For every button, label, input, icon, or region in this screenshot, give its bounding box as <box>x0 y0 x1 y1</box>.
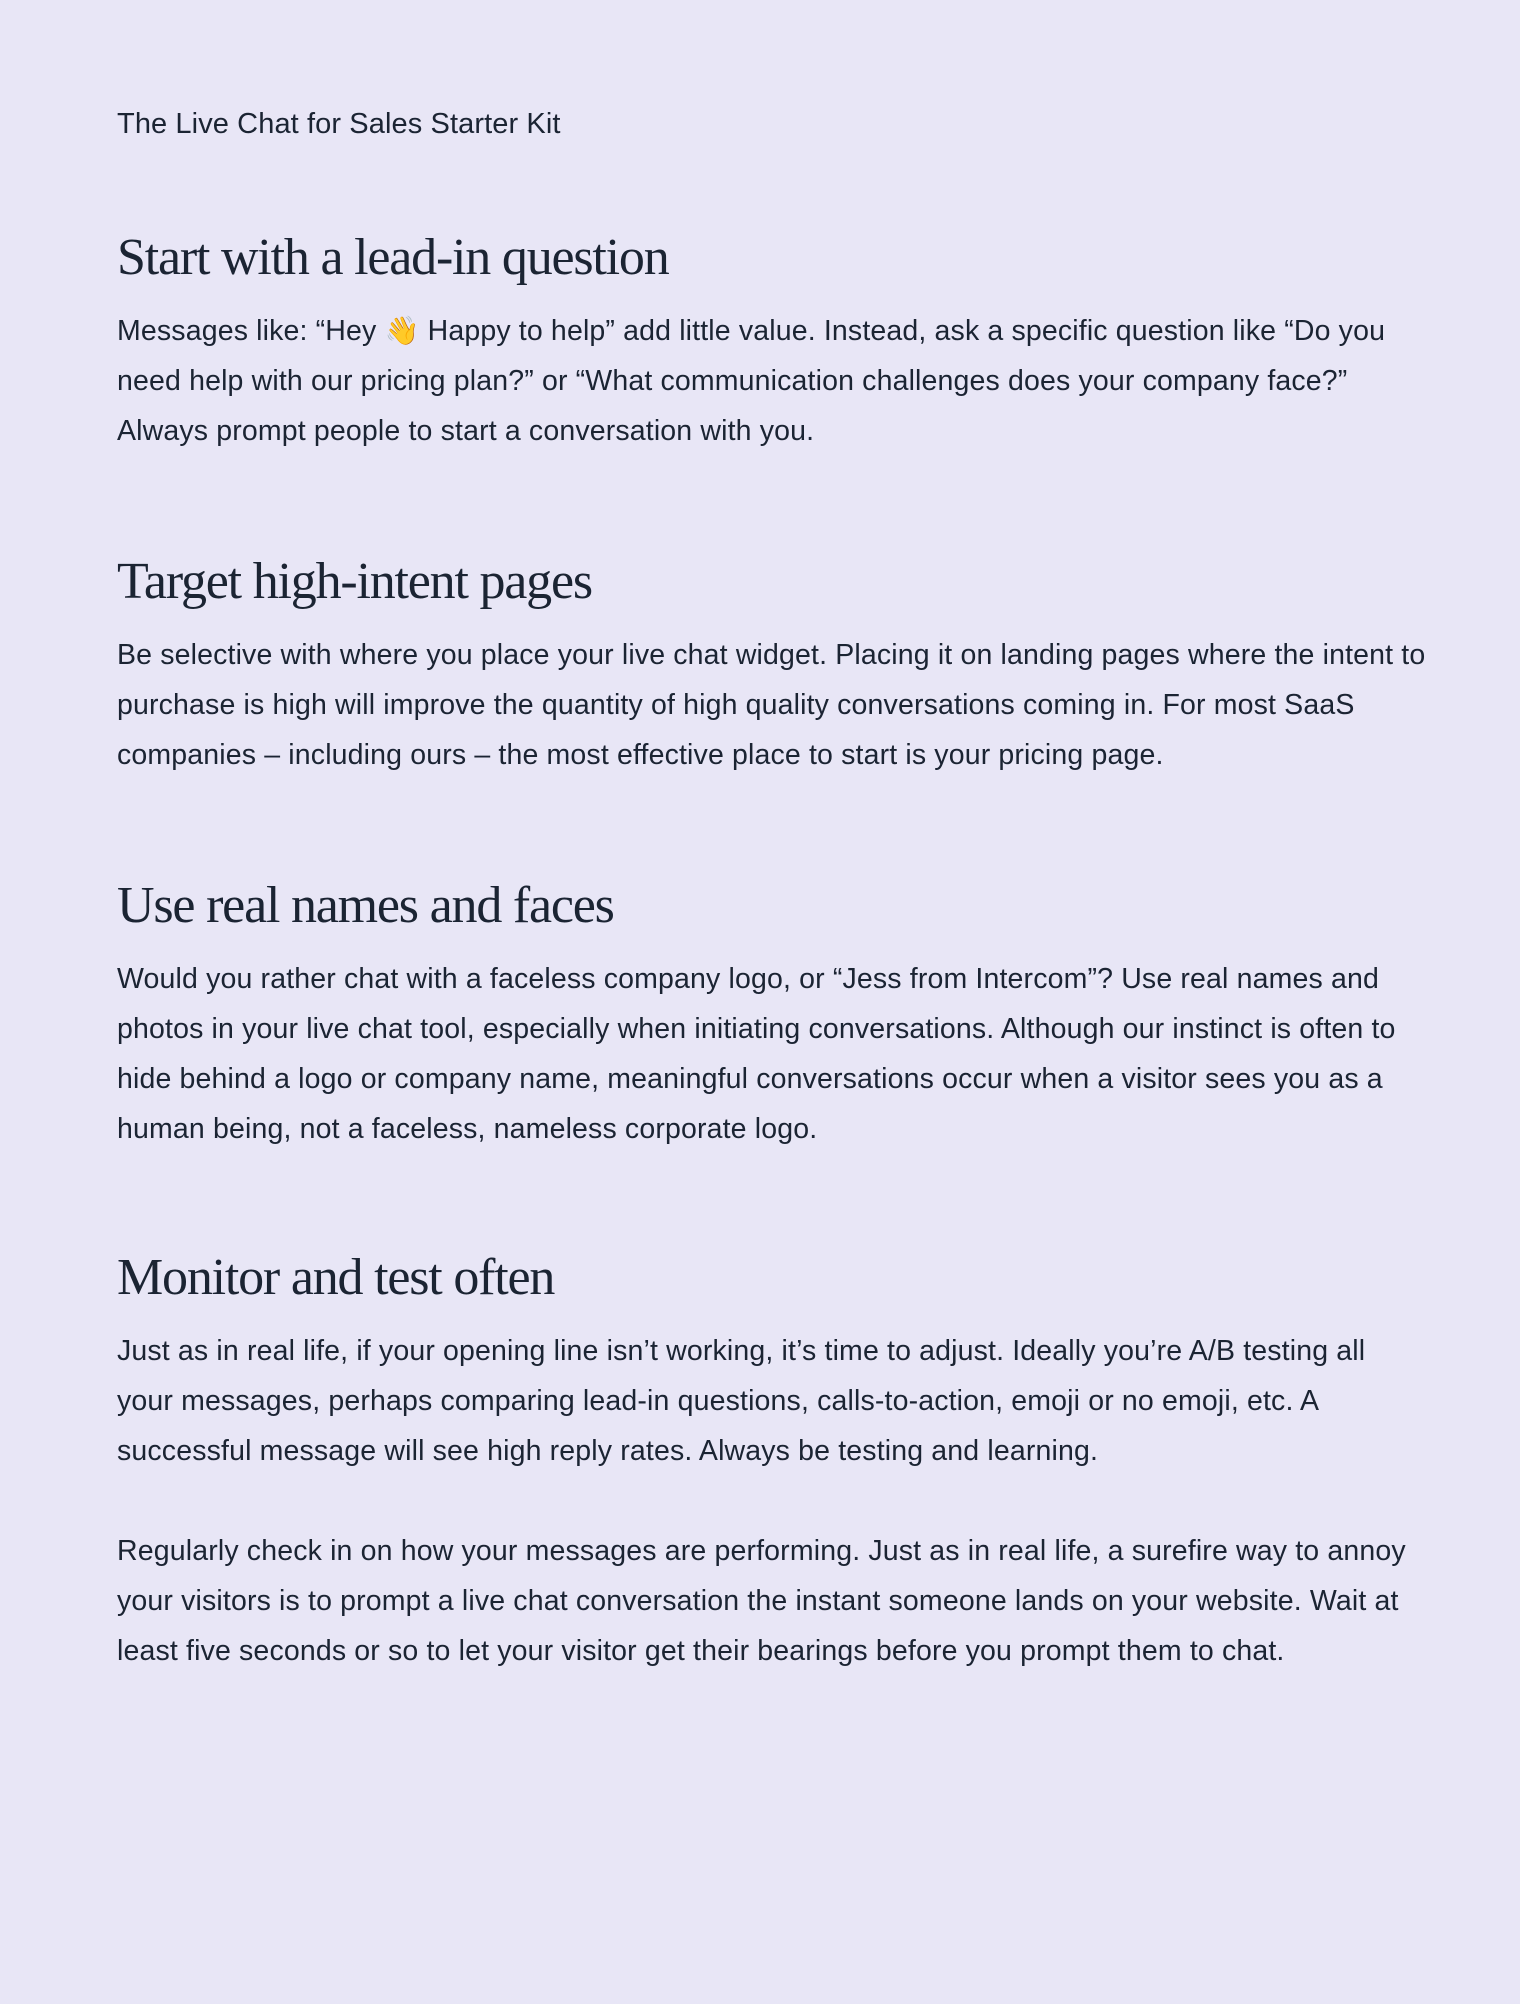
section-heading: Monitor and test often <box>117 1249 555 1306</box>
section-paragraph: Be selective with where you place your live chat widget. Placing it on landing pages where the intent to purchase is high will improve the quantity of high quality conversations coming in. For most SaaS companies – including ours – the most effective place to start is your pricing page. <box>117 639 1426 771</box>
paragraph-text-end: Happy to help” add little value. Instead, ask a specific question like “Do you need help with our pricing plan?” or “What communication challenges does your company face?” Always prompt people to start a conversation with you. <box>117 315 1386 447</box>
document-title: The Live Chat for Sales Starter Kit <box>117 108 561 140</box>
section-heading: Use real names and faces <box>117 877 614 934</box>
waving-hand-icon: 👋 <box>384 315 420 346</box>
section-real-names-faces <box>117 874 1427 1154</box>
paragraph-text-start: Messages like: “Hey <box>117 315 385 347</box>
section-high-intent-pages <box>117 550 1427 780</box>
section-heading: Target high-intent pages <box>117 553 592 610</box>
section-monitor-test <box>117 1246 1427 1676</box>
section-heading: Start with a lead-in question <box>117 229 669 286</box>
section-lead-in-question <box>117 226 1427 456</box>
section-paragraph: Would you rather chat with a faceless company logo, or “Jess from Intercom”? Use real names and photos in your live chat tool, especially when initiating conversations. Although our instinct is often to hide behind a logo or company name, meaningful conversations occur when a visitor sees you as a human being, not a faceless, nameless corporate logo. <box>117 963 1396 1145</box>
section-paragraph <box>117 306 1427 456</box>
section-paragraph: Just as in real life, if your opening line isn’t working, it’s time to adjust. Ideally you’re A/B testing all your messages, perhaps comparing lead-in questions, calls-to-action, emoji or no emoji, etc. A successful message will see high reply rates. Always be testing and learning. <box>117 1335 1366 1467</box>
section-paragraph: Regularly check in on how your messages are performing. Just as in real life, a surefire way to annoy your visitors is to prompt a live chat conversation the instant someone lands on your website. Wait at least five seconds or so to let your visitor get their bearings before you prompt them to chat. <box>117 1535 1406 1667</box>
